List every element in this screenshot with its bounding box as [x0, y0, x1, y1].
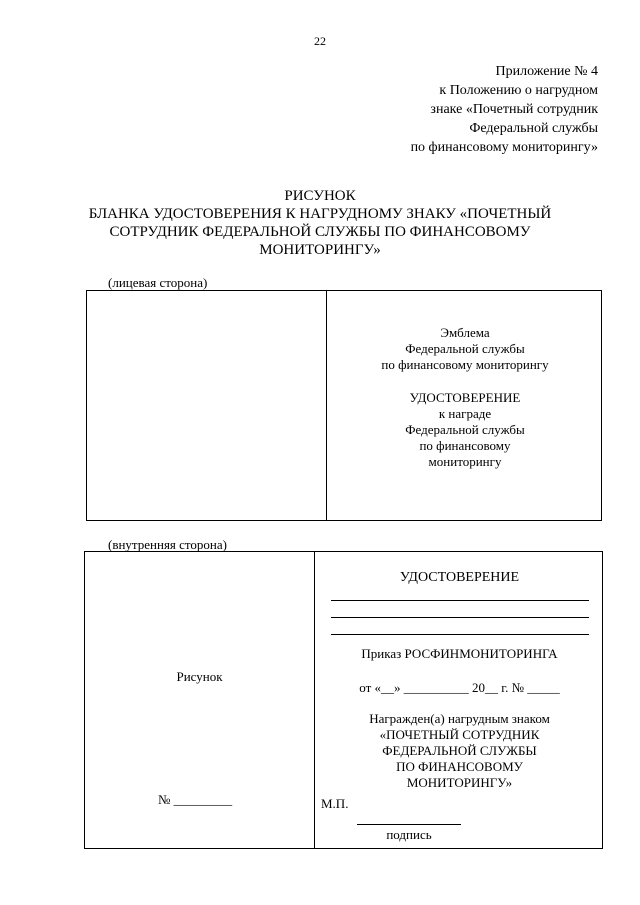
awarded-line: ПО ФИНАНСОВОМУ — [396, 759, 523, 774]
certificate-line: к награде — [438, 406, 492, 421]
title-line: СОТРУДНИК ФЕДЕРАЛЬНОЙ СЛУЖБЫ ПО ФИНАНСОВОМУ — [109, 224, 531, 240]
emblem-line: Эмблема — [440, 325, 490, 340]
front-side-label: (лицевая сторона) — [108, 275, 208, 290]
awarded-line: МОНИТОРИНГУ» — [406, 775, 513, 790]
document-title — [60, 187, 580, 259]
appendix-line: по финансовому мониторингу» — [410, 140, 598, 155]
certificate-line: по финансовому — [419, 438, 511, 453]
number-label: № _________ — [158, 792, 233, 807]
emblem-line: по финансовому мониторингу — [381, 357, 549, 372]
signature-line — [357, 824, 461, 825]
page-number: 22 — [314, 34, 326, 48]
inner-side-form — [84, 551, 603, 849]
title-line: БЛАНКА УДОСТОВЕРЕНИЯ К НАГРУДНОМУ ЗНАКУ «ПОЧЕТНЫЙ — [88, 206, 552, 222]
appendix-line: знаке «Почетный сотрудник — [430, 102, 598, 117]
certificate-heading: УДОСТОВЕРЕНИЕ — [399, 570, 520, 585]
awarded-line: ФЕДЕРАЛЬНОЙ СЛУЖБЫ — [382, 743, 537, 758]
awarded-block — [315, 711, 604, 791]
appendix-line: Федеральной службы — [469, 121, 598, 136]
emblem-block — [327, 325, 603, 373]
emblem-line: Федеральной службы — [405, 341, 525, 356]
title-line: МОНИТОРИНГУ» — [259, 242, 381, 258]
stamp-label: М.П. — [321, 796, 349, 811]
certificate-line: Федеральной службы — [405, 422, 525, 437]
certificate-block — [327, 390, 603, 470]
title-line: РИСУНОК — [284, 188, 356, 204]
appendix-note — [411, 62, 598, 157]
blank-line-1 — [331, 600, 589, 601]
blank-line-2 — [331, 617, 589, 618]
inner-side-divider — [314, 552, 315, 848]
appendix-line: к Положению о нагрудном — [439, 83, 598, 98]
awarded-line: Награжден(а) нагрудным знаком — [369, 711, 550, 726]
date-number-line: от «__» __________ 20__ г. № _____ — [359, 680, 560, 695]
front-side-form — [86, 290, 602, 521]
certificate-line: УДОСТОВЕРЕНИЕ — [409, 390, 521, 405]
appendix-line: Приложение № 4 — [495, 64, 598, 79]
inner-side-label: (внутренняя сторона) — [108, 537, 227, 552]
signature-label: подпись — [386, 827, 432, 842]
awarded-line: «ПОЧЕТНЫЙ СОТРУДНИК — [379, 727, 540, 742]
picture-label: Рисунок — [176, 669, 223, 684]
blank-line-3 — [331, 634, 589, 635]
order-label: Приказ РОСФИНМОНИТОРИНГА — [361, 646, 558, 661]
certificate-line: мониторингу — [428, 454, 502, 469]
